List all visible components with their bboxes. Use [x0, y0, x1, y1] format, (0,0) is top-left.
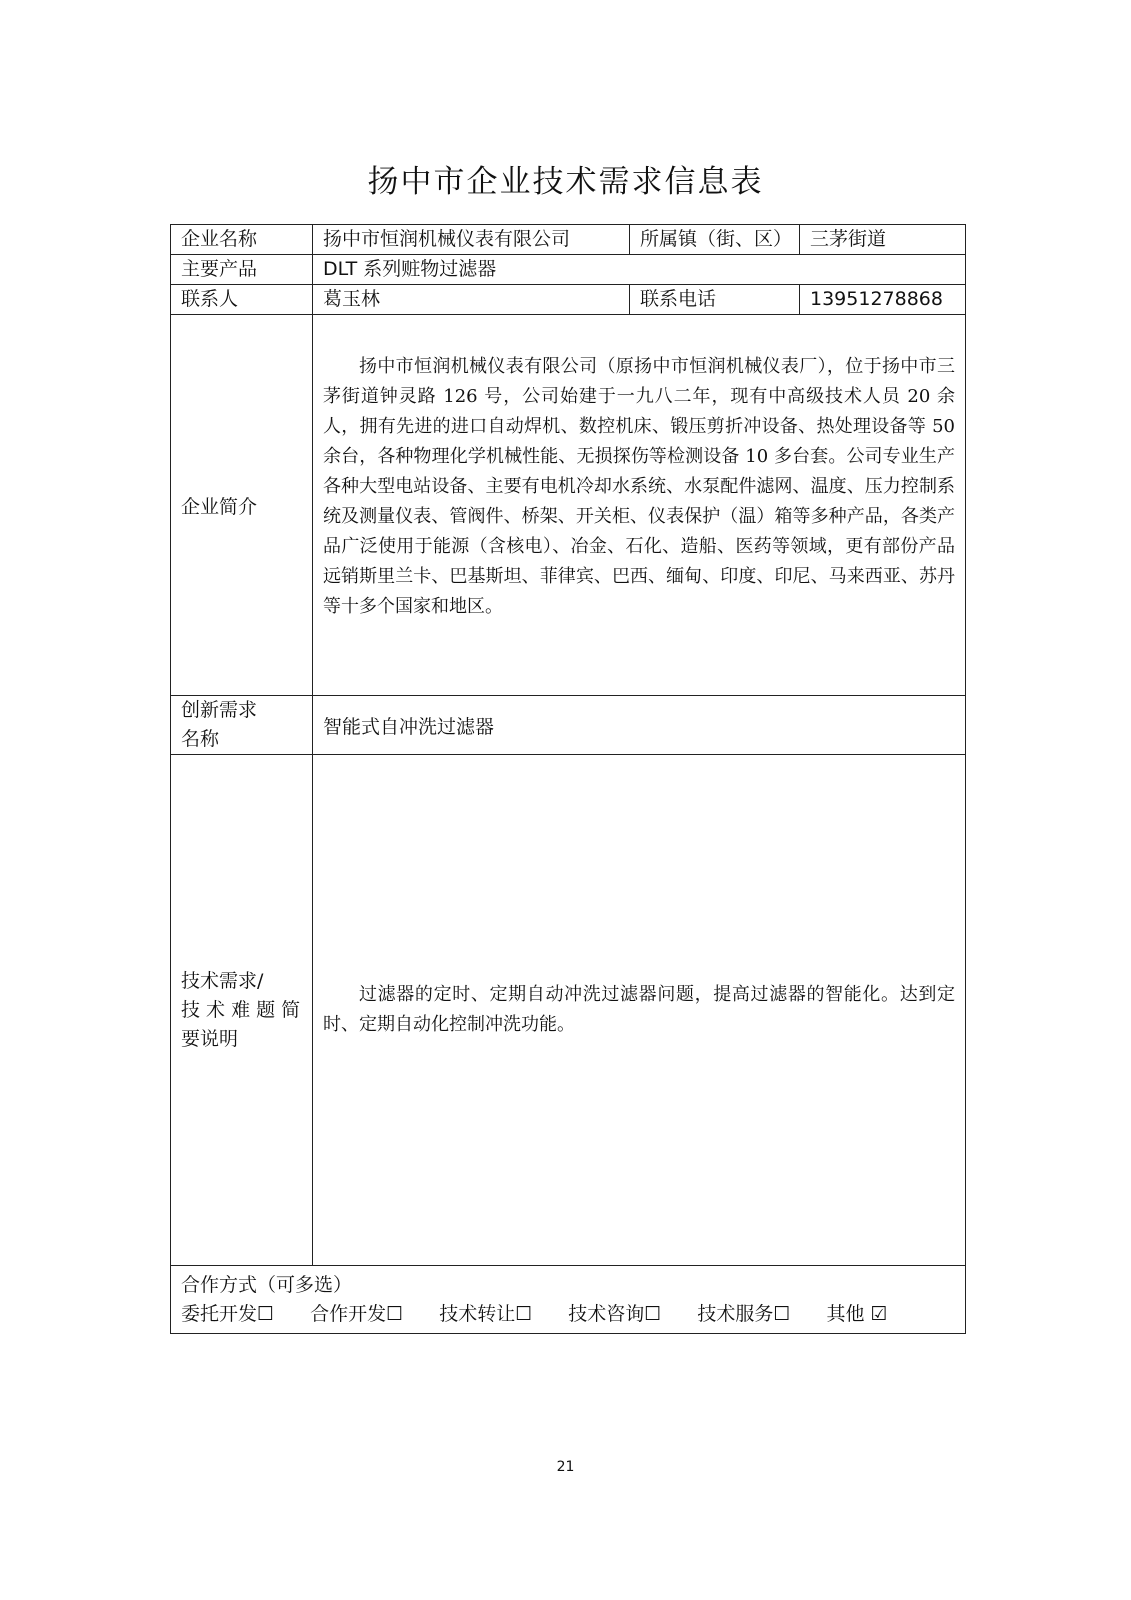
town-value: 三茅街道 — [800, 225, 966, 255]
coop-option-service[interactable]: 技术服务☐ — [697, 1302, 791, 1325]
table-row — [171, 755, 966, 1266]
town-label: 所属镇（街、区） — [630, 225, 800, 255]
document-title: 扬中市企业技术需求信息表 — [367, 164, 764, 200]
contact-label: 联系人 — [171, 285, 313, 315]
need-name-label-line2: 名称 — [181, 728, 220, 750]
desc-text: 过滤器的定时、定期自动冲洗过滤器问题，提高过滤器的智能化。达到定时、定期自动化控制冲洗功能。 — [323, 984, 955, 1035]
intro-cell — [313, 315, 966, 696]
table-row — [171, 1266, 966, 1334]
cooperation-options — [181, 1299, 955, 1329]
info-table — [170, 224, 966, 1334]
coop-option-commissioned[interactable]: 委托开发☐ — [181, 1302, 275, 1325]
desc-label-line2: 技 术 难 题 简 — [181, 998, 301, 1021]
product-label: 主要产品 — [171, 255, 313, 285]
page-number: 21 — [556, 1459, 575, 1475]
phone-value: 13951278868 — [800, 285, 966, 315]
table-row — [171, 255, 966, 285]
table-row — [171, 696, 966, 755]
desc-cell — [313, 755, 966, 1266]
intro-text: 扬中市恒润机械仪表有限公司（原扬中市恒润机械仪表厂），位于扬中市三茅街道钟灵路 126 号，公司始建于一九八二年，现有中高级技术人员 20 余人，拥有先进的进口自动焊机、数控机床、锻压剪折冲设备、热处理设备等 50 余台，各种物理化学机械性能、无损探伤等检测设备 10 多台套。公司专业生产各种大型电站设备、主要有电机冷却水系统、水泵配件滤网、温度、压力控制系统及测量仪表、管阀件、桥架、开关柜、仪表保护（温）箱等多种产品，各类产品广泛使用于能源（含核电）、冶金、石化、造船、医药等领域，更有部份产品远销斯里兰卡、巴基斯坦、菲律宾、巴西、缅甸、印度、印尼、马来西亚、苏丹等十多个国家和地区。 — [323, 356, 955, 617]
company-name-value: 扬中市恒润机械仪表有限公司 — [313, 225, 630, 255]
coop-option-consulting[interactable]: 技术咨询☐ — [568, 1302, 662, 1325]
contact-value: 葛玉林 — [313, 285, 630, 315]
coop-option-other[interactable]: 其他 ☑ — [826, 1302, 888, 1325]
cooperation-cell — [171, 1266, 966, 1334]
coop-option-joint[interactable]: 合作开发☐ — [310, 1302, 404, 1325]
table-row — [171, 285, 966, 315]
table-row — [171, 225, 966, 255]
desc-label — [171, 755, 313, 1266]
need-name-label-line1: 创新需求 — [181, 699, 258, 721]
company-name-label: 企业名称 — [171, 225, 313, 255]
intro-label: 企业简介 — [171, 315, 313, 696]
cooperation-label: 合作方式（可多选） — [181, 1273, 353, 1296]
need-name-label — [171, 696, 313, 755]
desc-label-line1: 技术需求/ — [181, 969, 264, 992]
need-name-value: 智能式自冲洗过滤器 — [313, 696, 966, 755]
product-value: DLT 系列赃物过滤器 — [313, 255, 966, 285]
desc-label-line3: 要说明 — [181, 1027, 239, 1050]
coop-option-transfer[interactable]: 技术转让☐ — [439, 1302, 533, 1325]
table-row — [171, 315, 966, 696]
phone-label: 联系电话 — [630, 285, 800, 315]
